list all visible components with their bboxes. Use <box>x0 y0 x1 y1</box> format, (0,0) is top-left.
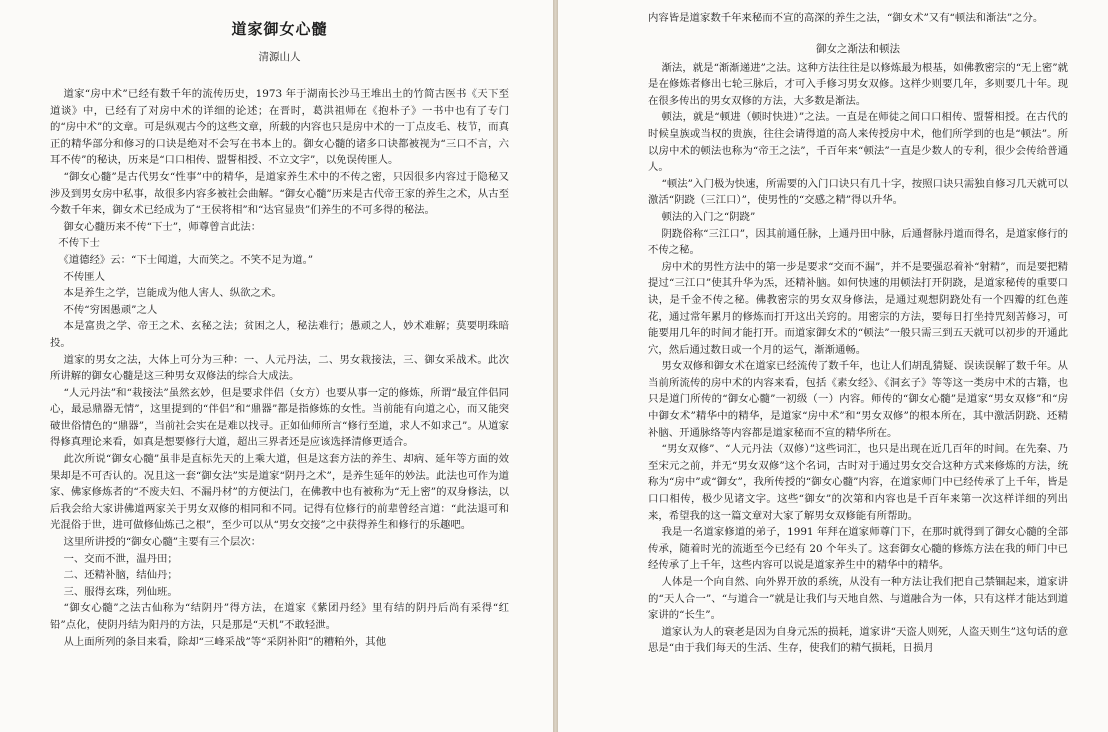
paragraph: 二、还精补脑，结仙丹； <box>63 569 178 582</box>
paragraph: 人体是一个向自然、向外界开放的系统，从没有一种方法让我们把自己禁锢起来，道家讲的“天人合一”、“与道合一”就是让我们与天地自然、与道融合为一体，只有这样才能达到道家讲的“长生”。 <box>648 576 1068 622</box>
paragraph: “人元丹法”和“栽接法”虽然玄妙，但是要求伴侣（女方）也要从事一定的修炼，所谓“最宜伴侣同心，最忌鼎器无情”，这里提到的“伴侣”和“鼎器”都是指修炼的女性。当前能有向道之心，而又能突破世俗情色的“鼎器”，当前社会实在是难以找寻。正如仙师所言“修行至道，求人不如求己”。从道家得修真理论来看，如真是想要修行大道，超出三界者还是应该选择清修更适合。 <box>50 386 509 449</box>
paragraph: 一、交而不泄，温丹田； <box>63 552 178 565</box>
paragraph: 这里所讲授的“御女心髓”主要有三个层次： <box>63 536 262 549</box>
left-page <box>0 0 553 732</box>
paragraph: 《道德经》云：“下士闻道，大而笑之。不笑不足为道。” <box>58 253 314 266</box>
paragraph: 道家“房中术”已经有数千年的流传历史，1973 年于湖南长沙马王堆出土的竹简古医书《天下至道谈》中，已经有了对房中术的详细的论述；在晋时，葛洪祖师在《抱朴子》一书中也有了专门的“房中术”的文章。可是纵观古今的这些文章，所载的内容也只是房中术的一丁点皮毛、枝节，而真正的精华部分和修习的口诀是绝对不会写在书本上的。御女心髓的诸多口诀都被视为“三口不言，六耳不传”的秘诀，历来是“口口相传、盟誓相授、不立文字”，以免误传匪人。 <box>50 88 509 167</box>
paragraph: 此次所说“御女心髓”虽非是直标先天的上乘大道，但是这套方法的养生、却病、延年等方面的效果却是不可否认的。况且这一套“御女法”实是道家“阴丹之术”，是养生延年的妙法。此法也可作为道家、佛家修炼者的“不废夫妇、不漏丹材”的方便法门，在佛教中也有被称为“无上密”的双身修法，以后我会给大家讲佛道两家关于男女双修的相同和不同。记得有位修行的前辈曾经言道：“此法退可和光混俗于世，进可做修仙炼己之根”，至少可以从“男女交接”之中获得养生和修行的乐趣吧。 <box>50 453 509 532</box>
paragraph: 渐法，就是“渐渐递进”之法。这种方法往往是以修炼最为根基，如佛教密宗的“无上密”就是在修炼者修出七轮三脉后，才可入手修习男女双修。这样少则要几年，多则要几十年。现在很多传出的男女双修的方法，大多数是渐法。 <box>648 61 1068 107</box>
paragraph: “御女心髓”之法古仙称为“结阴丹”得方法，在道家《紫团丹经》里有结的阴丹后尚有采得“红铅”点化，使阴丹结为阳丹的方法，只是那是“天机”不敢轻泄。 <box>50 602 509 631</box>
paragraph: 道家认为人的衰老是因为自身元炁的损耗，道家讲“天盗人则死，人盗天则生”这句话的意思是“由于我们每天的生活、生存，使我们的精气损耗，日损月 <box>648 625 1068 655</box>
paragraph: 阴跷俗称“三江口”，因其前通任脉，上通丹田中脉，后通督脉丹道而得名，是道家修行的不传之秘。 <box>648 227 1068 257</box>
paragraph: 内容皆是道家数千年来秘而不宣的高深的养生之法，“御女术”又有“顿法和渐法”之分。 <box>648 12 1044 24</box>
paragraph: 不传“穷困愚顽”之人 <box>63 303 158 316</box>
paragraph: 男女双修和御女术在道家已经流传了数千年，也让人们胡乱猜疑、误读误解了数千年。从当前所流传的房中术的内容来看，包括《素女经》、《洞玄子》等等这一类房中术的古籍，也只是道门所传的“御女心髓”一初级（一）内容。师传的“御女心髓”是道家“男女双修”和“房中御女术”精华中的精华，是道家“房中术”和“男女双修”的根本所在，其中激活阴跷、还精补脑、开通脉络等内容都是道家秘而不宣的精华所在。 <box>648 360 1068 439</box>
document-title: 道家御女心髓 <box>231 20 328 38</box>
paragraph: “顿法”入门极为快速，所需要的入门口诀只有几十字，按照口诀只需独自修习几天就可以激活“阴跷（三江口）”，使男性的“交感之精”得以升华。 <box>648 177 1068 207</box>
right-page <box>558 0 1108 732</box>
paragraph: 不传匪人 <box>63 270 106 283</box>
paragraph: “男女双修”、“人元丹法（双修）”这些词汇，也只是出现在近几百年的时间。在先秦、乃至宋元之前，并无“男女双修”这个名词，古时对于通过男女交合这种方式来修炼的方法，统称为“房中”或“御女”，我所传授的“御女心髓”内容，在道家师门中已经传承了上千年，皆是口口相传，极少见诸文字。这些“御女”的次第和内容也是千百年来第一次这样详细的列出来，希望我的这一篇文章对大家了解男女双修能有所帮助。 <box>648 443 1068 522</box>
paragraph: “御女心髓”是古代男女“性事”中的精华，是道家养生术中的不传之密，只因很多内容过于隐秘又涉及到男女房中私事，故很多内容多被社会曲解。“御女心髓”历来是古代帝王家的养生之术，从古至今数千年来，御女术已经成为了“王侯将相”和“达官显贵”们养生的不可多得的秘法。 <box>50 170 509 217</box>
section-title: 御女之渐法和顿法 <box>816 42 900 55</box>
paragraph: 顿法的入门之“阴跷” <box>661 210 756 223</box>
paragraph: 我是一名道家修道的弟子，1991 年拜在道家师尊门下，在那时就得到了御女心髓的全部传承，随着时光的流逝至今已经有 20 个年头了。这套御女心髓的修炼方法在我的师门中已经传承了上千年，这些内容可以说是道家养生中的精华中的精华。 <box>648 526 1068 572</box>
paragraph: 本是富贵之学、帝王之术、玄秘之法；贫困之人，秘法难行；愚顽之人，妙术难解；莫要明珠暗投。 <box>50 320 509 349</box>
paragraph: 从上面所列的条目来看，除却“三峰采战”等“采阴补阳”的糟粕外，其他 <box>63 635 387 648</box>
paragraph: 顿法，就是“顿进（顿时快进）”之法。一直是在师徒之间口口相传、盟誓相授。在古代的时候皇族或当权的贵族，往往会请得道的高人来传授房中术，他们所学到的也是“顿法”。所以房中术的顿法也称为“帝王之法”，千百年来“顿法”一直是少数人的专利，很少会传给普通人。 <box>648 111 1068 174</box>
paragraph: 本是养生之学，岂能成为他人害人、纵欲之术。 <box>63 287 282 300</box>
paragraph: 不传下士 <box>58 237 100 250</box>
paragraph: 御女心髓历来不传“下士”，师尊曾言此法： <box>63 220 262 233</box>
paragraph: 三、服得玄珠，列仙班。 <box>63 585 178 598</box>
paragraph: 房中术的男性方法中的第一步是要求“交而不漏”，并不是要强忍着补“射精”，而是要把精提过“三江口”使其升华为炁，还精补脑。如何快速的用顿法打开阴跷，是道家秘传的重要口诀，是千金不传之秘。佛教密宗的男女双身修法，是通过观想阴跷处有一个四瓣的红色莲花，通过常年累月的修炼而打开这出关窍的。用密宗的方法，要每日打坐持咒刻苦修习，可能要用几年的时间才能打开。而道家御女术的“顿法”一般只需三到五天就可以初步的开通此穴，然后通过数日或一个月的运气，渐渐通畅。 <box>648 260 1068 356</box>
document-author: 清源山人 <box>258 51 301 63</box>
paragraph: 道家的男女之法，大体上可分为三种：一、人元丹法，二、男女栽接法，三、御女采战术。此次所讲解的御女心髓是这三种男女双修法的综合大成法。 <box>50 353 509 383</box>
